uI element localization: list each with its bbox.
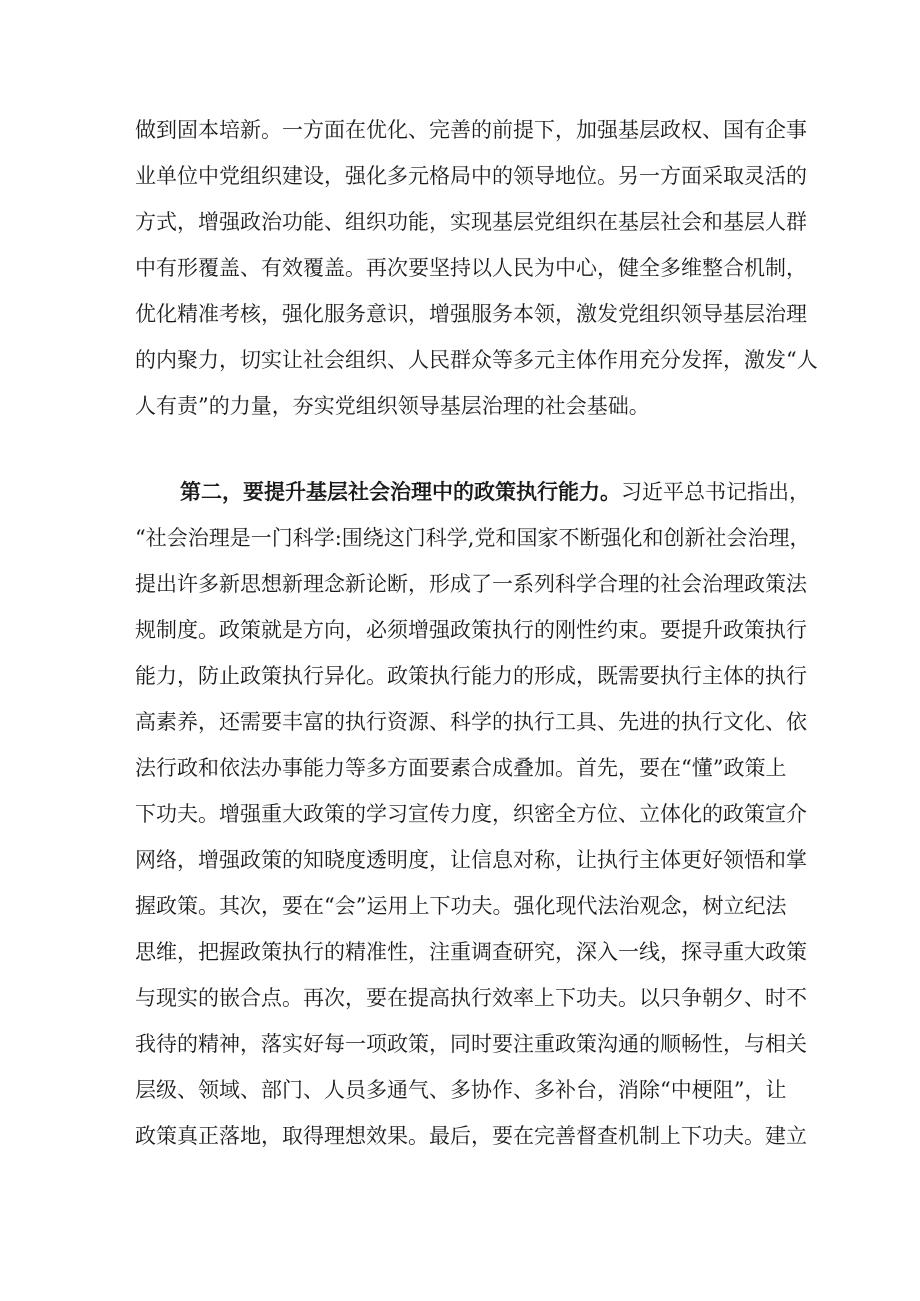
paragraph-line: 的内聚力，切实让社会组织、人民群众等多元主体作用充分发挥，激发“人 — [135, 348, 818, 372]
paragraph-line: 握政策。其次，要在“会”运用上下功夫。强化现代法治观念，树立纪法 — [135, 894, 787, 918]
paragraph-line: 规制度。政策就是方向，必须增强政策执行的刚性约束。要提升政策执行 — [135, 618, 807, 642]
paragraph-heading: 第二，要提升基层社会治理中的政策执行能力。 — [180, 479, 621, 504]
paragraph-line: 我待的精神，落实好每一项政策，同时要注重政策沟通的顺畅性，与相关 — [135, 1032, 807, 1056]
paragraph-line: 思维，把握政策执行的精准性，注重调查研究，深入一线，探寻重大政策 — [135, 940, 807, 964]
paragraph-first-line — [180, 474, 810, 510]
paragraph-line: 提出许多新思想新理念新论断，形成了一系列科学合理的社会治理政策法 — [135, 572, 807, 596]
paragraph-line: 优化精准考核，强化服务意识，增强服务本领，激发党组织领导基层治理 — [135, 302, 807, 326]
paragraph-line: 业单位中党组织建设，强化多元格局中的领导地位。另一方面采取灵活的 — [135, 164, 807, 188]
paragraph-line: 法行政和依法办事能力等多方面要素合成叠加。首先，要在“懂”政策上 — [135, 756, 787, 780]
paragraph-line: 做到固本培新。一方面在优化、完善的前提下，加强基层政权、国有企事 — [135, 118, 807, 142]
paragraph-line: 与现实的嵌合点。再次，要在提高执行效率上下功夫。以只争朝夕、时不 — [135, 986, 807, 1010]
paragraph-line: 高素养，还需要丰富的执行资源、科学的执行工具、先进的执行文化、依 — [135, 710, 807, 734]
paragraph-line: 层级、领域、部门、人员多通气、多协作、多补台，消除“中梗阻”，让 — [135, 1078, 787, 1102]
paragraph-first-line-text: 习近平总书记指出， — [621, 480, 810, 504]
paragraph-line: 中有形覆盖、有效覆盖。再次要坚持以人民为中心，健全多维整合机制， — [135, 256, 807, 280]
paragraph-line: 下功夫。增强重大政策的学习宣传力度，织密全方位、立体化的政策宣介 — [135, 802, 807, 826]
paragraph-line: “社会治理是一门科学:围绕这门科学,党和国家不断强化和创新社会治理， — [135, 526, 811, 550]
paragraph-line: 人有责”的力量，夯实党组织领导基层治理的社会基础。 — [135, 394, 650, 418]
paragraph-line: 方式，增强政治功能、组织功能，实现基层党组织在基层社会和基层人群 — [135, 210, 807, 234]
paragraph-line: 能力，防止政策执行异化。政策执行能力的形成，既需要执行主体的执行 — [135, 664, 807, 688]
paragraph-line: 网络，增强政策的知晓度透明度，让信息对称，让执行主体更好领悟和掌 — [135, 848, 807, 872]
paragraph-line: 政策真正落地，取得理想效果。最后，要在完善督查机制上下功夫。建立 — [135, 1124, 807, 1148]
